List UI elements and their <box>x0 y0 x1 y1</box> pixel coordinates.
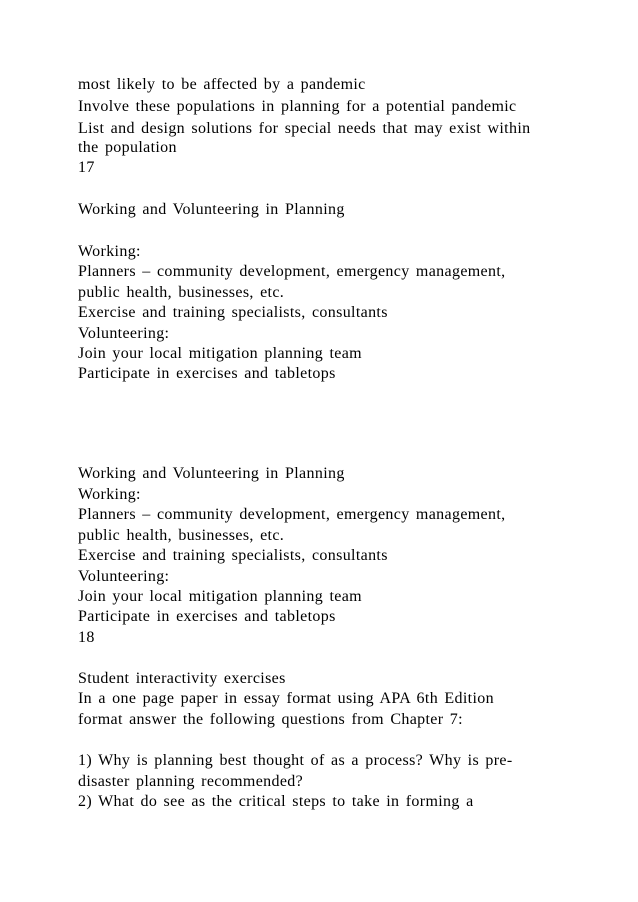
question-line: disaster planning recommended? <box>78 773 304 790</box>
text-line: Planners – community development, emergency management, <box>78 263 506 280</box>
text-line: Participate in exercises and tabletops <box>78 608 336 625</box>
text-line: Exercise and training specialists, consultants <box>78 547 388 564</box>
text-line: Join your local mitigation planning team <box>78 345 362 362</box>
text-line: Working: <box>78 486 141 503</box>
section-heading: Working and Volunteering in Planning <box>78 201 345 218</box>
text-line: Participate in exercises and tabletops <box>78 365 336 382</box>
text-line: most likely to be affected by a pandemic <box>78 76 366 93</box>
page-number: 18 <box>78 629 95 646</box>
text-line: public health, businesses, etc. <box>78 284 285 301</box>
text-line: Planners – community development, emergency management, <box>78 506 506 523</box>
text-line: Involve these populations in planning for a potential pandemic <box>78 98 517 115</box>
text-line: Exercise and training specialists, consultants <box>78 304 388 321</box>
page-number: 17 <box>78 159 95 176</box>
text-line: In a one page paper in essay format using APA 6th Edition <box>78 690 494 707</box>
text-line: Join your local mitigation planning team <box>78 588 362 605</box>
text-line: Volunteering: <box>78 568 170 585</box>
text-line: the population <box>78 139 177 156</box>
text-line: Working: <box>78 243 141 260</box>
question-line: 2) What do see as the critical steps to take in forming a <box>78 793 474 810</box>
section-heading: Working and Volunteering in Planning <box>78 465 345 482</box>
text-line: format answer the following questions from Chapter 7: <box>78 711 463 728</box>
question-line: 1) Why is planning best thought of as a process? Why is pre- <box>78 752 513 769</box>
text-line: Volunteering: <box>78 325 170 342</box>
section-heading: Student interactivity exercises <box>78 670 286 687</box>
text-line: public health, businesses, etc. <box>78 527 285 544</box>
text-line: List and design solutions for special needs that may exist within <box>78 120 531 137</box>
